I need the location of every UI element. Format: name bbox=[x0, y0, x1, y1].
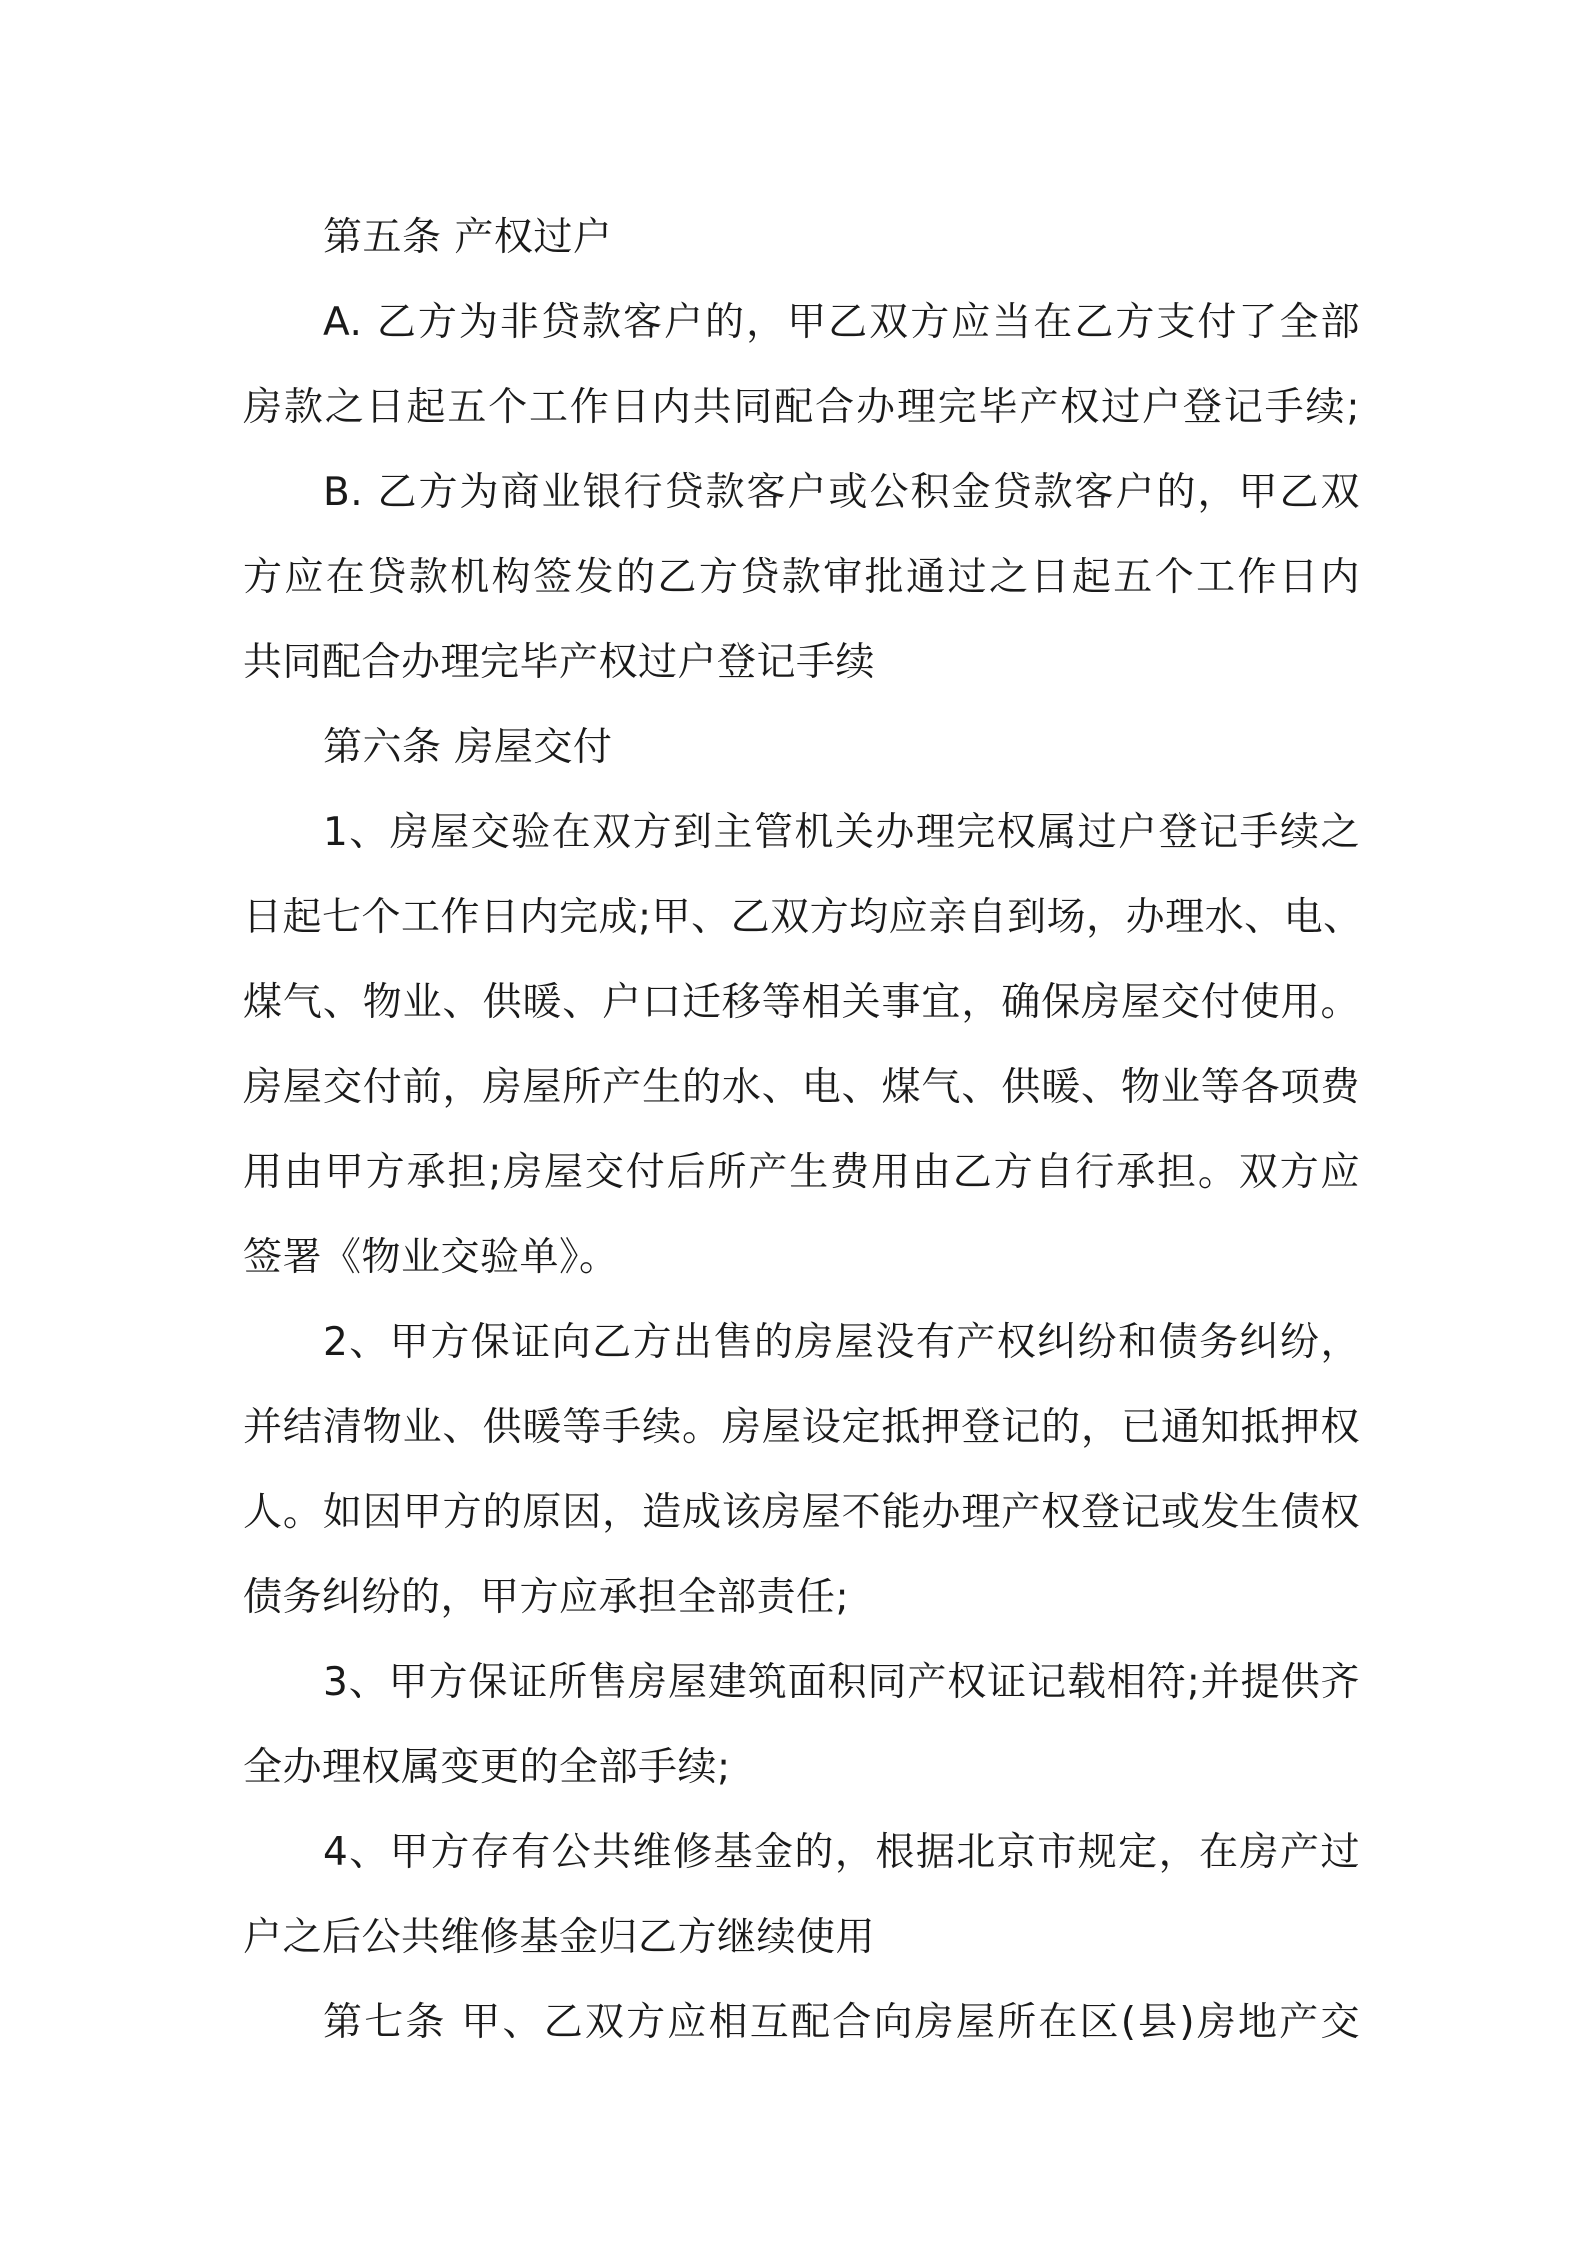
text-line: 债务纠纷的，甲方应承担全部责任; bbox=[243, 1575, 850, 1620]
text-line: 用由甲方承担;房屋交付后所产生费用由乙方自行承担。双方应 bbox=[243, 1150, 1360, 1195]
text-line: 煤气、物业、供暖、户口迁移等相关事宜，确保房屋交付使用。 bbox=[243, 980, 1360, 1025]
text-line: B. 乙方为商业银行贷款客户或公积金贷款客户的，甲乙双 bbox=[323, 470, 1360, 515]
text-line: 2、甲方保证向乙方出售的房屋没有产权纠纷和债务纠纷， bbox=[323, 1320, 1360, 1365]
text-line: 第七条 甲、乙双方应相互配合向房屋所在区(县)房地产交 bbox=[323, 2000, 1360, 2045]
text-line: 方应在贷款机构签发的乙方贷款审批通过之日起五个工作日内 bbox=[243, 555, 1360, 600]
text-line: 第五条 产权过户 bbox=[323, 215, 613, 260]
text-line: 4、甲方存有公共维修基金的，根据北京市规定，在房产过 bbox=[323, 1830, 1360, 1875]
text-line: 1、房屋交验在双方到主管机关办理完权属过户登记手续之 bbox=[323, 810, 1360, 855]
text-line: 第六条 房屋交付 bbox=[323, 725, 613, 770]
text-line: 签署《物业交验单》。 bbox=[243, 1235, 619, 1280]
text-line: 并结清物业、供暖等手续。房屋设定抵押登记的，已通知抵押权 bbox=[243, 1405, 1360, 1450]
contract-body bbox=[243, 195, 1363, 2065]
text-line: A. 乙方为非贷款客户的，甲乙双方应当在乙方支付了全部 bbox=[323, 300, 1360, 345]
text-line: 房款之日起五个工作日内共同配合办理完毕产权过户登记手续; bbox=[243, 385, 1360, 430]
text-line: 人。如因甲方的原因，造成该房屋不能办理产权登记或发生债权 bbox=[243, 1490, 1360, 1535]
text-line: 全办理权属变更的全部手续; bbox=[243, 1745, 731, 1790]
text-line: 共同配合办理完毕产权过户登记手续 bbox=[243, 640, 876, 685]
text-line: 户之后公共维修基金归乙方继续使用 bbox=[243, 1915, 876, 1960]
text-line: 3、甲方保证所售房屋建筑面积同产权证记载相符;并提供齐 bbox=[323, 1660, 1360, 1705]
text-line: 房屋交付前，房屋所产生的水、电、煤气、供暖、物业等各项费 bbox=[243, 1065, 1360, 1110]
text-line: 日起七个工作日内完成;甲、乙双方均应亲自到场，办理水、电、 bbox=[243, 895, 1363, 940]
